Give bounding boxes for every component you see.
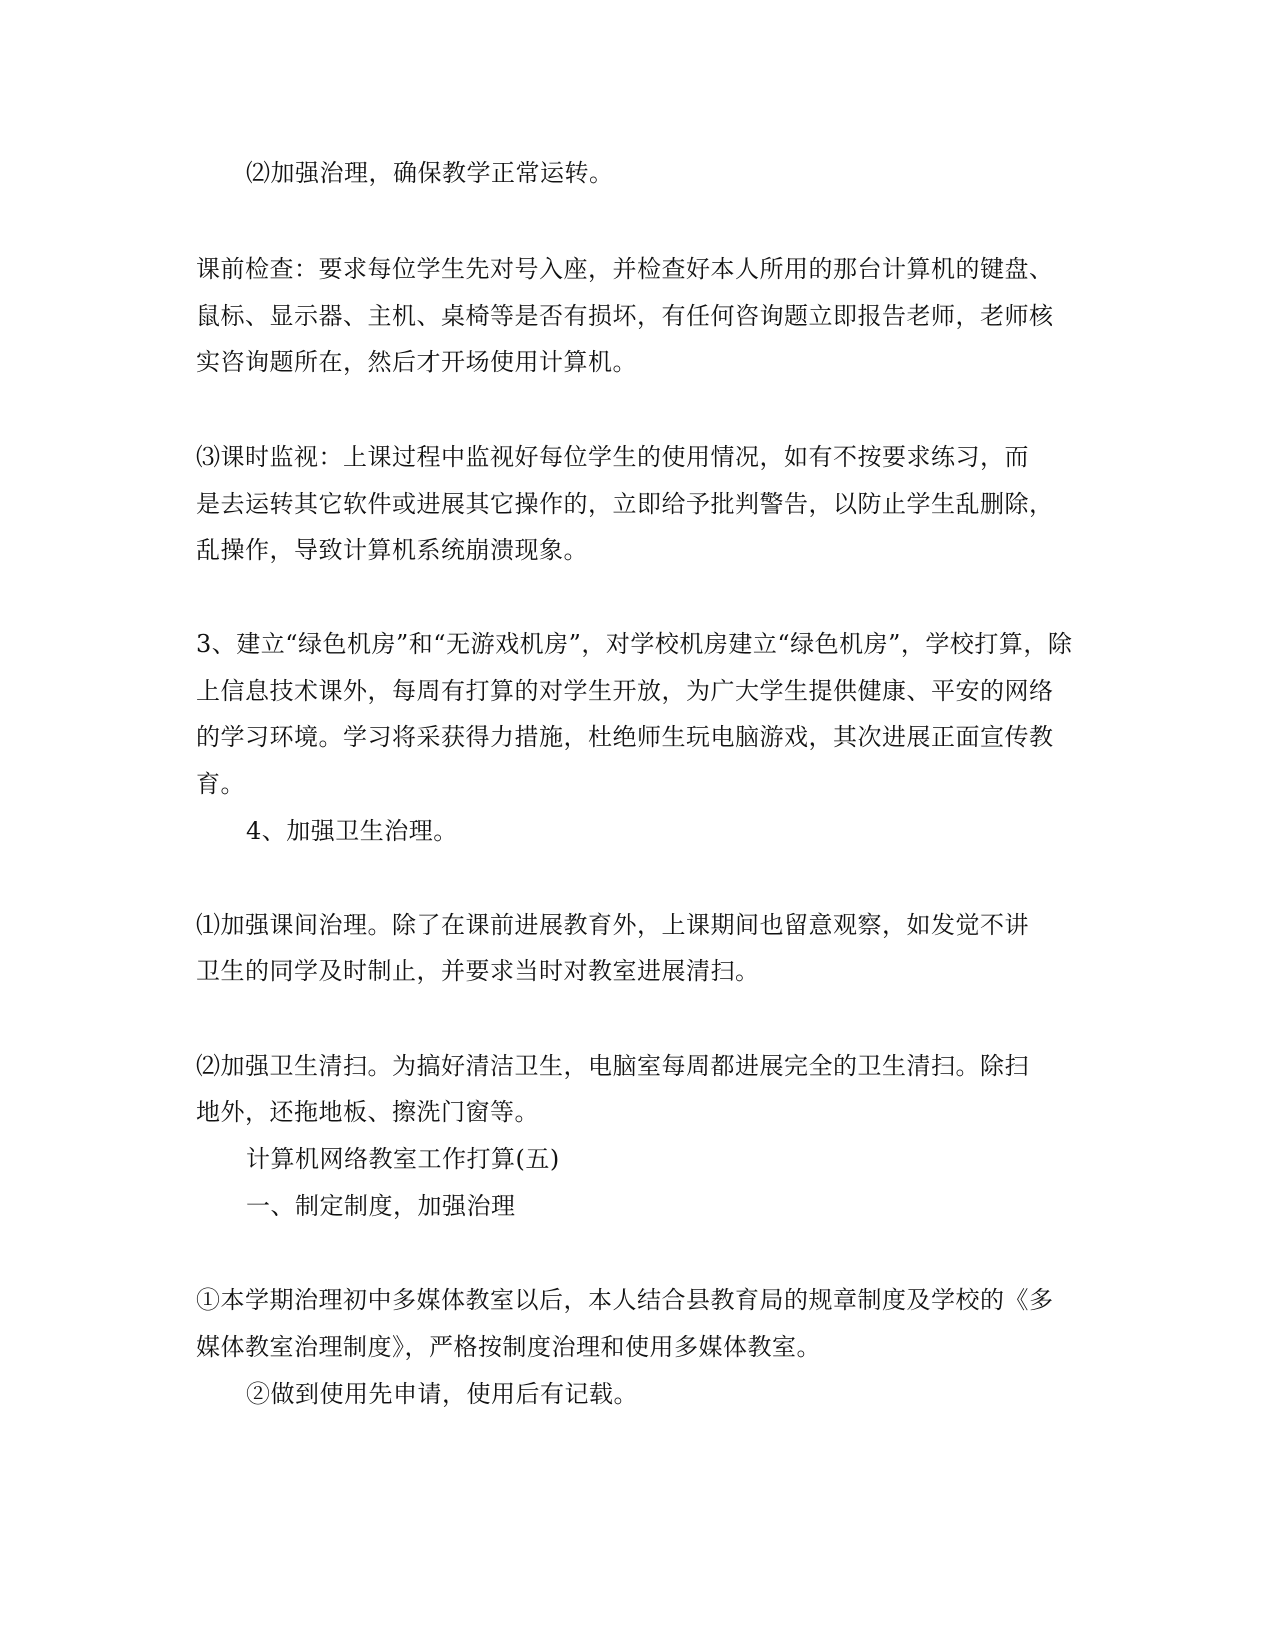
paragraph-line: 地外，还拖地板、擦洗门窗等。 (196, 1098, 539, 1126)
paragraph-line: 是去运转其它软件或进展其它操作的，立即给予批判警告，以防止学生乱删除， (196, 490, 1054, 518)
paragraph-line: 媒体教室治理制度》，严格按制度治理和使用多媒体教室。 (196, 1333, 821, 1361)
paragraph-line: ②做到使用先申请，使用后有记载。 (246, 1380, 638, 1408)
paragraph-line: 乱操作，导致计算机系统崩溃现象。 (196, 536, 588, 564)
paragraph-line: 实咨询题所在，然后才开场使用计算机。 (196, 348, 637, 376)
paragraph-line: 4、加强卫生治理。 (246, 817, 458, 845)
paragraph-line: 鼠标、显示器、主机、桌椅等是否有损坏，有任何咨询题立即报告老师，老师核 (196, 302, 1054, 330)
paragraph-line: ⑵加强卫生清扫。为搞好清洁卫生，电脑室每周都进展完全的卫生清扫。除扫 (196, 1052, 1029, 1080)
paragraph-line: 的学习环境。学习将采获得力措施，杜绝师生玩电脑游戏，其次进展正面宣传教 (196, 723, 1054, 751)
paragraph-line: 上信息技术课外，每周有打算的对学生开放，为广大学生提供健康、平安的网络 (196, 677, 1054, 705)
paragraph-line: ⑶课时监视：上课过程中监视好每位学生的使用情况，如有不按要求练习，而 (196, 443, 1029, 471)
paragraph-line: ⑵加强治理，确保教学正常运转。 (246, 159, 614, 187)
paragraph-line: 育。 (196, 770, 245, 798)
paragraph-line: ①本学期治理初中多媒体教室以后，本人结合县教育局的规章制度及学校的《多 (196, 1286, 1054, 1314)
section-subheading: 一、制定制度，加强治理 (246, 1192, 516, 1220)
paragraph-line: ⑴加强课间治理。除了在课前进展教育外，上课期间也留意观察，如发觉不讲 (196, 911, 1029, 939)
paragraph-line: 课前检查：要求每位学生先对号入座，并检查好本人所用的那台计算机的键盘、 (196, 255, 1054, 283)
paragraph-line: 卫生的同学及时制止，并要求当时对教室进展清扫。 (196, 957, 760, 985)
paragraph-line: 3、建立“绿色机房”和“无游戏机房”，对学校机房建立“绿色机房”，学校打算，除 (196, 630, 1073, 658)
section-heading: 计算机网络教室工作打算(五) (246, 1145, 560, 1173)
